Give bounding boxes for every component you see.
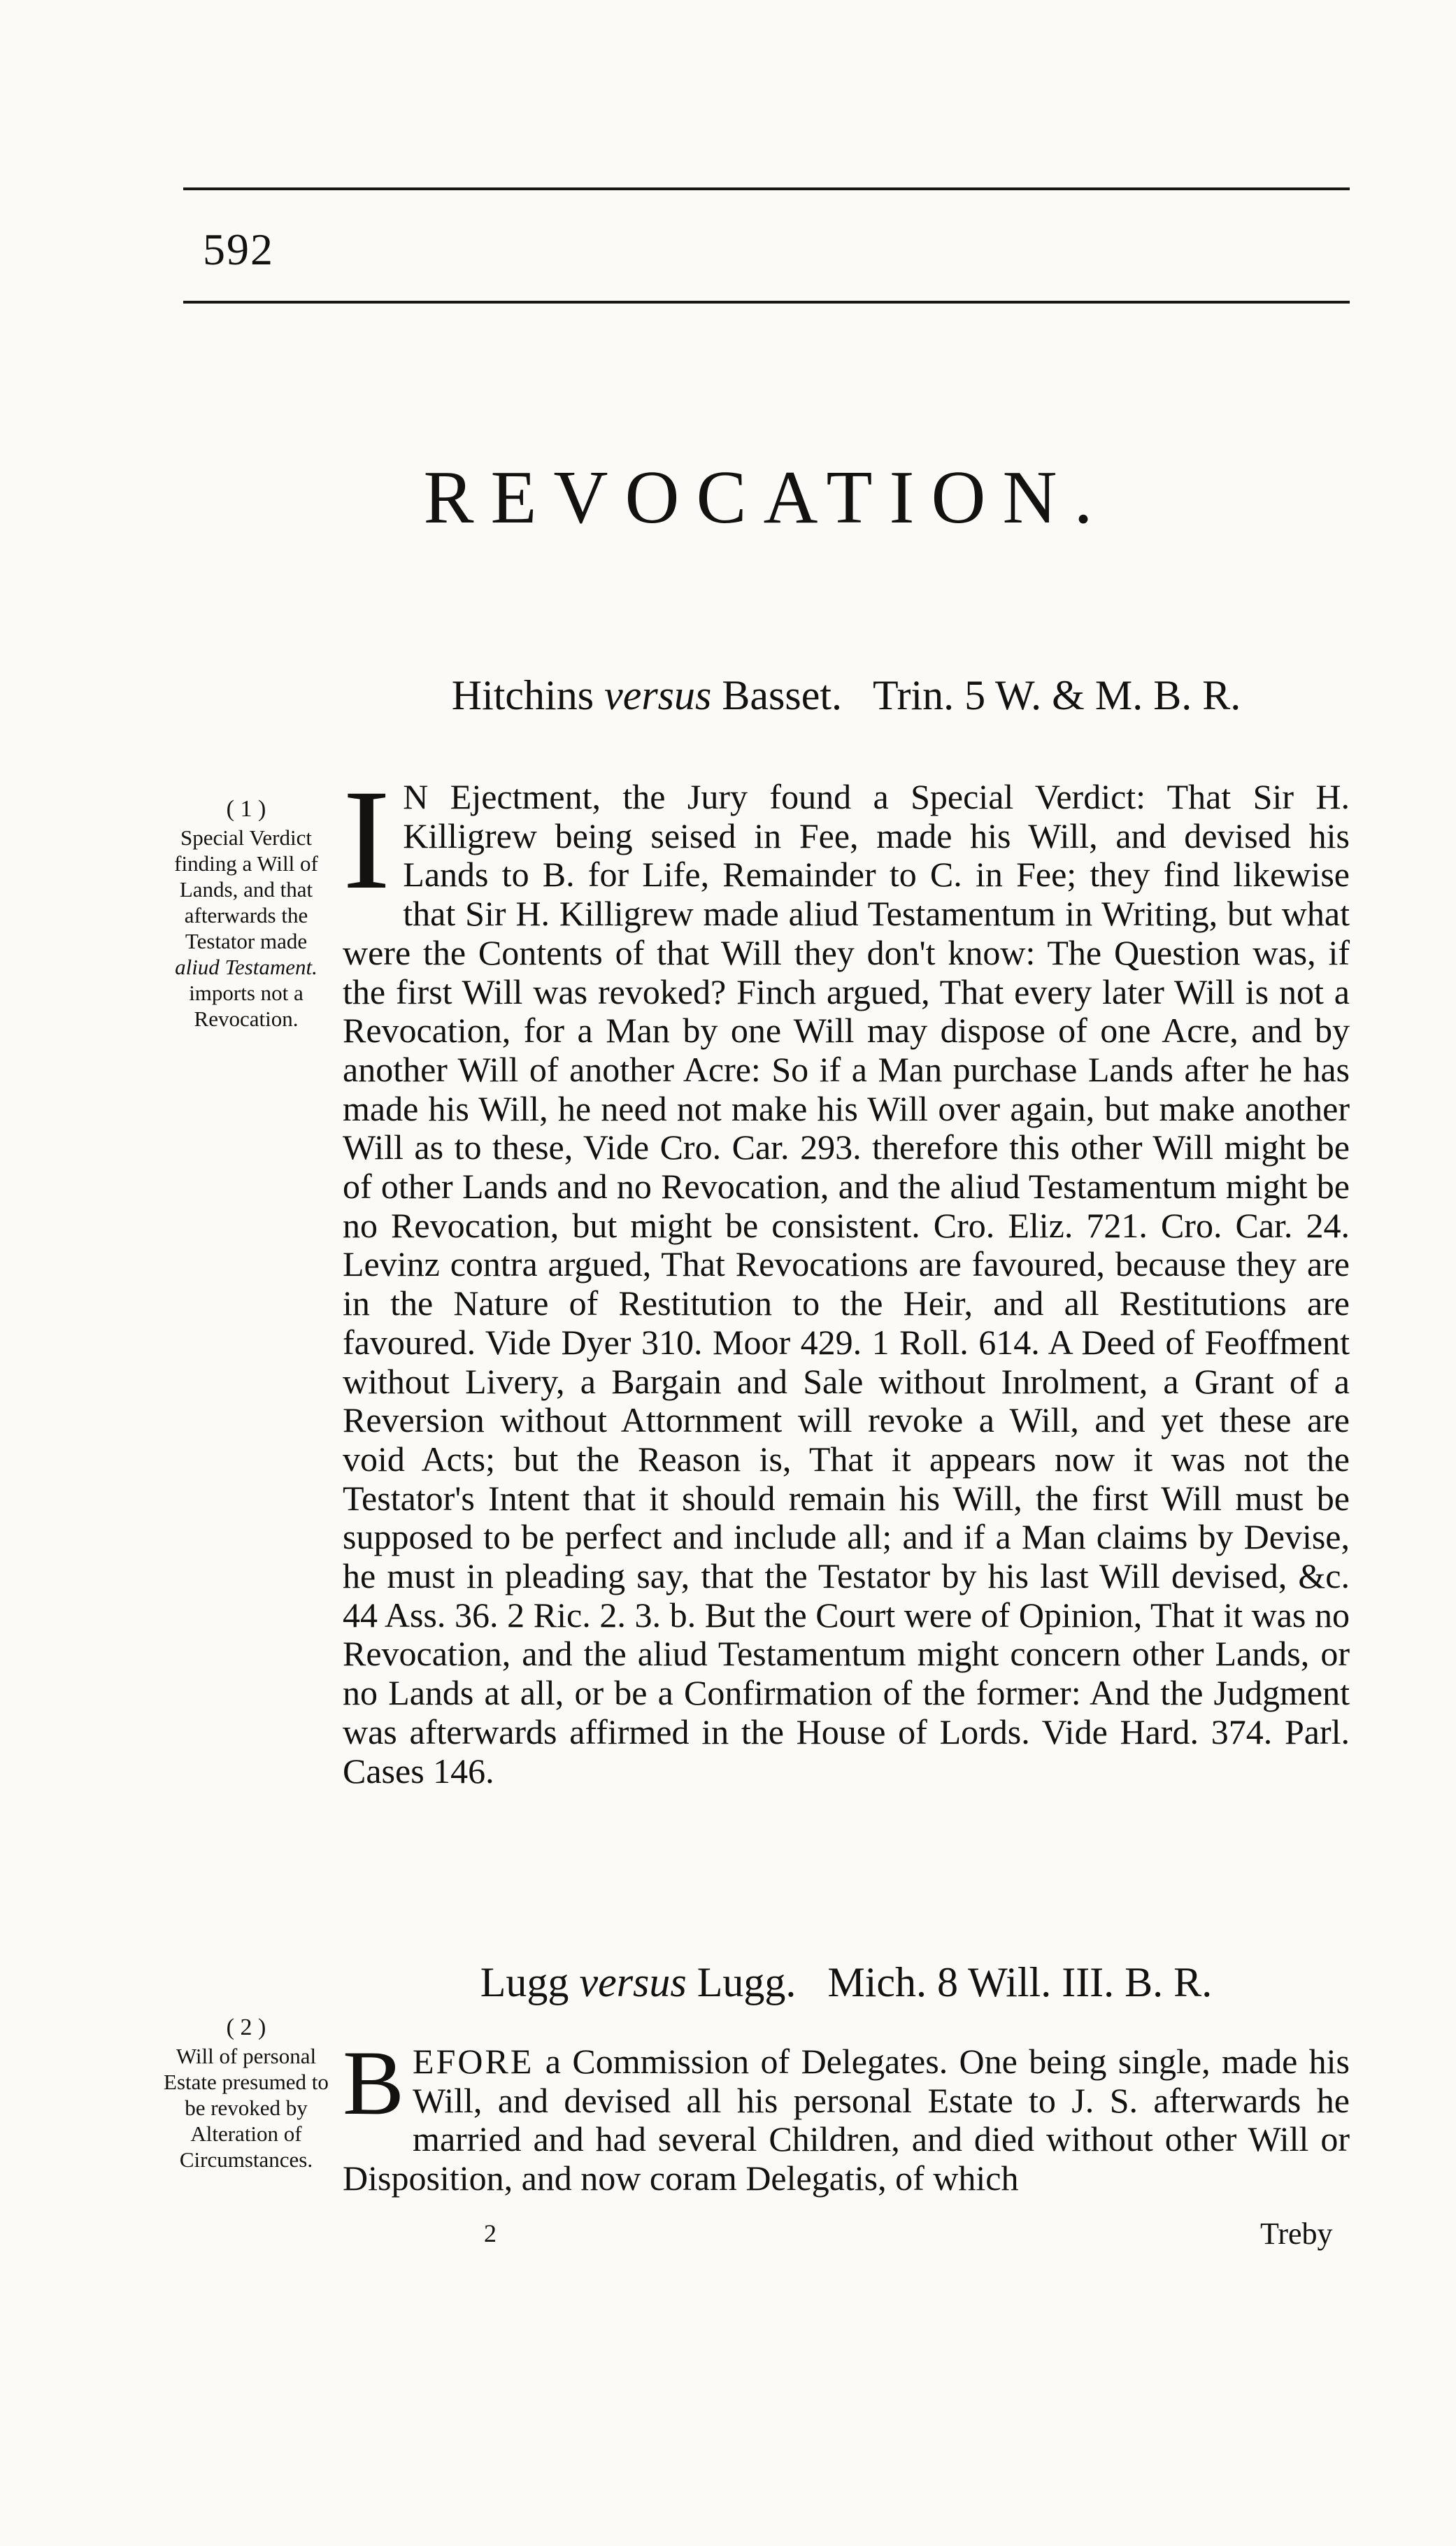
header-rule [183, 301, 1350, 304]
case-plaintiff: Hitchins [451, 672, 594, 718]
case-defendant: Lugg. [697, 1959, 797, 2005]
drop-cap: I [343, 760, 391, 919]
signature-mark: 2 [484, 2219, 497, 2247]
marginal-text-end: imports not a Revocation. [189, 981, 304, 1031]
marginal-text: Special Verdict finding a Will of Lands, and that afterwards the Testator made [174, 825, 318, 953]
drop-cap: B [343, 2031, 405, 2134]
case-term: Mich. 8 Will. III. B. R. [827, 1959, 1213, 2005]
page-number: 592 [203, 225, 274, 274]
case-plaintiff: Lugg [480, 1959, 569, 2005]
case-body-lugg [343, 2031, 1350, 2198]
case-versus: versus [579, 1959, 687, 2005]
marginal-number: ( 2 ) [226, 2014, 266, 2040]
marginal-note-2 [162, 2014, 330, 2172]
marginal-text: Will of personal Estate presumed to be revoked by Alteration of Circumstances. [164, 2044, 329, 2172]
case-body-text: N Ejectment, the Jury found a Special Verdict: That Sir H. Killigrew being seised in Fee, made his Will, and devised his Lands to B. for Life, Remainder to C. in Fee; they find likewise that Sir H. Killigrew made aliud Testamentum in Writing, but what were the Contents of that Will they don't know: The Question was, if the first Will was revoked? Finch argued, That every later Will is not a Revocation, for a Man by one Will may dispose of one Acre, and by another Will of another Acre: So if a Man purchase Lands after he has made his Will, he need not make his Will over again, but make another Will as to these, Vide Cro. Car. 293. therefore this other Will might be of other Lands and no Revocation, and the aliud Testamentum might be no Revocation, but might be consistent. Cro. Eliz. 721. Cro. Car. 24. Levinz contra argued, That Revocations are favoured, because they are in the Nature of Restitution to the Heir, and all Restitutions are favoured. Vide Dyer 310. Moor 429. 1 Roll. 614. A Deed of Feoffment without Livery, a Bargain and Sale without Inrolment, a Grant of a Reversion without Attornment will revoke a Will, and yet these are void Acts; but the Reason is, That it appears now it was not the Testator's Intent that it should remain his Will, the first Will must be supposed to be perfect and include all; and if a Man claims by Devise, he must in pleading say, that the Testator by his last Will devised, &c. 44 Ass. 36. 2 Ric. 2. 3. b. But the Court were of Opinion, That it was no Revocation, and the aliud Testamentum might concern other Lands, or no Lands at all, or be a Confirmation of the former: And the Judgment was afterwards affirmed in the House of Lords. Vide Hard. 374. Parl. Cases 146. [343, 777, 1350, 1791]
lead-caps: EFORE [413, 2042, 534, 2081]
marginal-number: ( 1 ) [226, 796, 266, 822]
case-defendant: Basset. [722, 672, 843, 718]
marginal-note-1 [162, 796, 330, 1032]
case-title-hitchins [343, 671, 1350, 720]
top-rule [183, 187, 1350, 190]
page-heading: REVOCATION. [423, 456, 1110, 539]
catchword: Treby [1260, 2217, 1333, 2251]
case-term: Trin. 5 W. & M. B. R. [872, 672, 1241, 718]
case-title-lugg [343, 1958, 1350, 2007]
marginal-italic: aliud Testament. [175, 955, 317, 979]
case-body-hitchins [343, 760, 1350, 1791]
case-body-text: a Commission of Delegates. One being single, made his Will, and devised all his personal Estate to J. S. afterwards he married and had several Children, and died without other Will or Disposition, and now coram Delegatis, of which [343, 2042, 1350, 2198]
case-versus: versus [604, 672, 712, 718]
